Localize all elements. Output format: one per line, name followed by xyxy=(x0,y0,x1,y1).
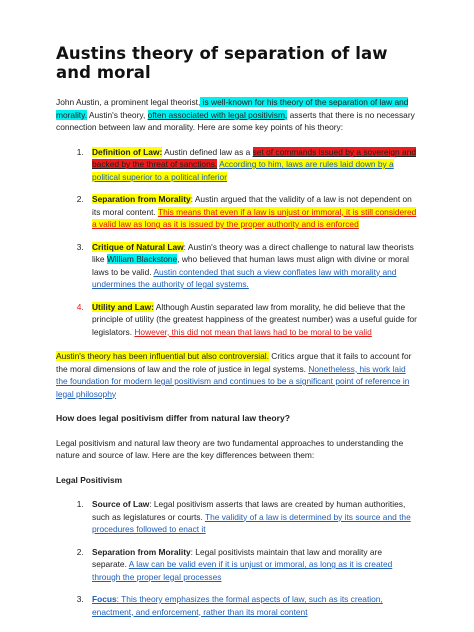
point-label: Separation from Morality xyxy=(92,546,191,557)
point-label: Focus xyxy=(92,594,117,604)
intro-text: Austin's theory, xyxy=(87,109,148,120)
point-text: : Austin's theory was a direct challenge to natural law theorists like xyxy=(92,241,414,264)
intro-text: John Austin, a prominent legal theorist, xyxy=(56,97,201,107)
point-label: Critique of Natural Law xyxy=(92,241,184,252)
intro-paragraph xyxy=(56,96,418,134)
intro-text: asserts that there is no necessary connection between law and morality. Here are some key points of his theory: xyxy=(56,109,415,132)
influence-paragraph xyxy=(56,350,418,400)
list-item-critique xyxy=(86,241,418,291)
point-underline-blue: The validity of a law is determined by its source and the procedures followed to enact it xyxy=(92,511,411,534)
legal-positivism-heading: Legal Positivism xyxy=(56,474,123,485)
list-item-utility xyxy=(86,301,418,339)
point-label: Definition of Law: xyxy=(92,146,163,157)
page-title: Austins theory of separation of law and moral xyxy=(56,44,388,82)
list-item-focus xyxy=(86,593,418,618)
list-item-separation-2 xyxy=(86,546,418,584)
list-item-source xyxy=(86,498,418,536)
point-underline-blue: : This theory emphasizes the formal aspects of law, such as its creation, enactment, and enforcement, rather than its moral content xyxy=(92,594,383,617)
influence-highlight: Austin's theory has been influential but also controversial. xyxy=(56,351,269,361)
point-underline-blue: A law can be valid even if it is unjust or immoral, as long as it is created through the proper legal processes xyxy=(92,559,393,582)
point-highlight-yellow: This means that even if a law is unjust or immoral, it is still considered a valid law as long as it is issued by the proper authority and is enforced xyxy=(92,206,417,229)
key-points-list xyxy=(56,146,418,339)
point-label: Separation from Morality xyxy=(92,194,191,204)
point-text: : Legal positivism asserts that laws are created by human authorities, such as legislatures or courts. xyxy=(92,499,406,522)
intro-highlight-positivism: often associated with legal positivism, xyxy=(147,109,288,120)
influence-text: Critics argue that it fails to account for the moral dimensions of law and the role of justice in legal systems. xyxy=(56,351,412,374)
positivism-list xyxy=(56,498,418,618)
point-highlight-red: set of commands issued by a sovereign and backed by the threat of sanctions. xyxy=(92,146,416,169)
point-highlight-yellow: According to him, laws are rules laid down by a political superior to a political inferior xyxy=(92,159,394,182)
point-text: Although Austin separated law from morality, he did believe that the principle of utility (the greatest happiness of the greatest number) was a useful guide for legislators. xyxy=(92,301,417,337)
compare-paragraph: Legal positivism and natural law theory are two fundamental approaches to understanding the nature and source of law. Here are the key differences between them: xyxy=(56,437,404,460)
point-text: : Legal positivists maintain that law and morality are separate. xyxy=(92,546,382,569)
point-label: Utility and Law: xyxy=(92,301,154,312)
point-text: Austin defined law as a xyxy=(162,146,253,157)
influence-underline-blue: Nonetheless, his work laid the foundation for modern legal positivism and continues to be a significant point of reference in legal philosophy xyxy=(56,363,410,399)
point-underline-blue: Austin contended that such a view conflates law with morality and undermines the authority of legal systems. xyxy=(92,266,397,289)
intro-highlight-cyan: is well-known for his theory of the separation of law and morality. xyxy=(56,97,409,120)
question-heading: How does legal positivism differ from natural law theory? xyxy=(56,413,290,423)
point-text: , who believed that human laws must align with divine or moral laws to be valid. xyxy=(92,254,410,277)
list-item-separation xyxy=(86,193,418,231)
list-item-definition xyxy=(86,146,418,184)
point-text: : Austin argued that the validity of a law is not dependent on its moral content. xyxy=(92,194,412,217)
point-highlight-cyan: William Blackstone xyxy=(106,254,178,264)
point-underline-red: However, this did not mean that laws had to be moral to be valid xyxy=(134,326,372,337)
point-label: Source of Law xyxy=(92,499,150,509)
